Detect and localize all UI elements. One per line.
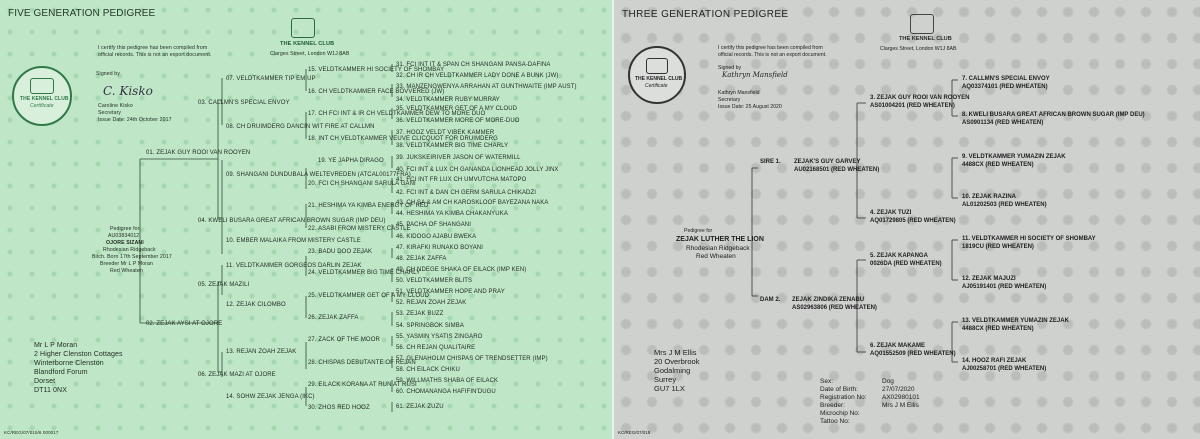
form-code: KC/REG/07/015/6 000017 [4,430,59,435]
dam-label: DAM 2. [760,297,781,303]
gen5-entry: 37. HOOZ VELDT VIBEK KAMMER [396,130,495,136]
gen4-entry: 22. ASABI FROM MISTERY CASTLE [308,226,411,232]
signer-role: Secretary [718,97,741,103]
gen2-entry: 05. ZEJAK MAZILI [198,282,250,288]
signer-name: Kathryn Mansfield [718,90,760,96]
gen5-entry: 52. REJAN ZOAH ZEJAK [396,300,467,306]
gen3-name: 12. ZEJAK MAJUZI [962,276,1016,282]
gen3-reg: 1819CU (RED WHEATEN) [962,244,1034,250]
subject-colour: Red Wheaten [696,253,736,260]
subject-name: ZEJAK LUTHER THE LION [676,236,764,243]
certify-line-1: I certify this pedigree has been compiled from [98,45,208,51]
owner-line: 2 Higher Clenston Cottages [34,351,123,358]
gen2-name: 6. ZEJAK MAKAME [870,343,926,349]
gen3-entry: 07. VELDTKAMMER TIP EM UP [226,76,316,82]
seal-crest-icon [646,58,668,74]
gen5-entry: 54. SPRINGBOK SIMBA [396,323,464,329]
signer-role: Secretary [98,110,122,116]
dam-reg: AS02963806 (RED WHEATEN) [792,305,877,311]
seal-title: THE KENNEL CLUB [20,96,69,102]
gen5-entry: 39. JUKSKEIRIVER JASON OF WATERMILL [396,155,521,161]
gen5-entry: 31. FCI INT IT & SPAN CH SHANGANI PANSA-DAFINA [396,62,551,68]
owner-line: DT11 0NX [34,387,67,394]
sire-entry: 01. ZEJAK GUY ROOI VAN ROOYEN [146,150,251,156]
detail-value: 27/07/2020 [882,386,915,393]
gen3-reg: 4488CX (RED WHEATEN) [962,162,1034,168]
seal-title: THE KENNEL CLUB [635,76,683,82]
three-generation-certificate [614,0,1200,439]
subject-line: AU03834012 [108,233,140,239]
signature: C. Kisko [103,84,153,98]
gen5-entry: 58. CH EILACK CHIKU [396,367,460,373]
gen2-name: 4. ZEJAK TUZI [870,210,912,216]
gen3-reg: AJ00258701 (RED WHEATEN) [962,366,1047,372]
gen5-entry: 50. VELDTKAMMER BLITS [396,278,473,284]
certify-line-2: official records. This is not an export document. [98,52,212,58]
gen4-entry: 28. CHISPAS DEBUTANTE OF REJAN [308,360,416,366]
gen5-entry: 36. VELDTKAMMER MORE OF MORE-DUO [396,118,520,124]
gen5-entry: 38. VELDTKAMMER BIG TIME CHARLY [396,143,509,149]
detail-label: Sex: [820,378,834,385]
subject-line: Pedigree for [110,226,140,232]
gen3-name: 14. HOOZ RAFI ZEJAK [962,358,1027,364]
subject-line: Rhodesian Ridgeback [103,247,156,253]
certify-line-2: official records. This is not an export document. [718,52,827,58]
seal-subtitle: Certificate [30,103,54,109]
detail-value: AX02980101 [882,394,920,401]
gen4-entry: 29. EILACK KORANA AT RUN AT RUSI [308,382,417,388]
owner-line: GU7 1LX [654,384,685,393]
dam-entry: 02. ZEJAK AYSI AT OJORE [146,321,223,327]
gen4-entry: 23. BADU DOO ZEJAK [308,249,373,255]
gen5-entry: 56. CH REJAN QUALITAIRE [396,345,476,351]
gen3-name: 9. VELDTKAMMER YUMAZIN ZEJAK [962,154,1066,160]
gen5-entry: 45. PACHA OF SHANGANI [396,222,472,228]
form-code: KC/REG/07/018 [618,430,651,435]
owner-line: Winterborne Clenston [34,360,104,367]
gen3-entry: 10. EMBER MALAIKA FROM MISTERY CASTLE [226,238,361,244]
gen3-reg: AS0901134 (RED WHEATEN) [962,120,1044,126]
gen5-entry: 48. ZEJAK ZAFFA [396,256,447,262]
gen5-entry: 33. MANZENGWENYA ARRAHAN AT GUNTHWAITE (IMP AUST) [396,84,577,90]
gen2-name: 5. ZEJAK KAPANGA [870,253,928,259]
kennel-club-address: Clarges Street, London W1J 8AB [270,51,350,57]
kennel-club-seal [12,66,72,126]
kennel-club-seal [628,46,686,104]
gen5-entry: 34. VELDTKAMMER RUBY MURRAY [396,97,500,103]
detail-label: Microchip No: [820,410,860,417]
gen2-name: 3. ZEJAK GUY ROOI VAN ROOYEN [870,95,970,101]
subject-breed: Rhodesian Ridgeback [686,245,750,252]
kennel-club-name: THE KENNEL CLUB [280,41,335,47]
kennel-club-address: Clarges Street, London W1J 8AB [880,46,957,52]
signature: Kathryn Mansfield [722,71,788,79]
gen2-entry: 06. ZEJAK MAZI AT OJORE [198,372,276,378]
gen3-entry: 14. SOHW ZEJAK JENGA (IKC) [226,394,315,400]
owner-line: Godalming [654,366,691,375]
page-title: THREE GENERATION PEDIGREE [622,9,789,20]
gen5-entry: 59. WILLMATHS SHABA OF EILACK [396,378,499,384]
gen5-entry: 32. CH IR CH VELDTKAMMER LADY DONE A BUNK (JW) [396,73,559,79]
detail-value: Mrs J M Ellis [882,402,919,409]
kennel-club-crest-icon [910,14,934,34]
issue-date: Issue Date: 25 August 2020 [718,104,782,110]
gen5-entry: 41. FCI INT FR LUX CH UMVUTCHA MATOPO [396,177,527,183]
gen5-entry: 35. VELDTKAMMER GET OF A MY CLOUD [396,106,518,112]
detail-label: Date of Birth: [820,386,858,393]
gen3-entry: 13. REJAN ZOAH ZEJAK [226,349,297,355]
gen4-entry: 17. CH FCI INT & IR CH VELDTKAMMER DEW TO MORE DUO [308,111,486,117]
detail-label: Breeder: [820,402,845,409]
subject-line: Pedigree for [684,228,713,234]
gen3-reg: AJ05191401 (RED WHEATEN) [962,284,1047,290]
gen4-entry: 18. INT CH VELDTKAMMER VEUVE CLICQUOT FOR DRUIMDERG [308,136,498,142]
gen3-entry: 08. CH DRUIMDERG DANCIN WIT FIRE AT CALLMN [226,124,375,130]
gen3-name: 11. VELDTKAMMER HI SOCIETY OF SHOMBAY [962,236,1096,242]
certify-line-1: I certify this pedigree has been compiled from [718,45,823,51]
gen3-reg: AL01202503 (RED WHEATEN) [962,202,1047,208]
gen4-entry: 25. VELDTKAMMER GET OF A MY CLOUD [308,293,430,299]
sire-reg: AU02168501 (RED WHEATEN) [794,167,880,173]
gen4-entry: 21. HESHIMA YA KIMBA ENERGY OF RED [308,203,429,209]
gen4-entry: 20. FCI CH SHANGANI SARULA GANI [308,181,416,187]
gen5-entry: 44. HESHIMA YA KIMBA CHAKANYUKA [396,211,508,217]
owner-line: Mrs J M Ellis [654,348,697,357]
gen5-entry: 60. CHOMANANGA HAFIFIN'DUGU [396,389,496,395]
gen4-entry: 16. CH VELDTKAMMER FACE BOVVERED (JW) [308,89,445,95]
owner-line: Blandford Forum [34,369,88,376]
gen3-name: 8. KWELI BUSARA GREAT AFRICAN BROWN SUGAR (IMP DEU) [962,112,1145,118]
gen2-reg: AS01004201 (RED WHEATEN) [870,103,955,109]
gen3-reg: 4488CX (RED WHEATEN) [962,326,1034,332]
signed-by-label: Signed by [96,71,120,77]
kennel-club-crest-icon [291,18,315,38]
gen3-name: 13. VELDTKAMMER YUMAZIN ZEJAK [962,318,1069,324]
gen4-entry: 26. ZEJAK ZAFFA [308,315,359,321]
gen5-entry: 61. ZEJAK ZUZU [396,404,444,410]
subject-line: Red Wheaten [110,268,143,274]
signed-by-label: Signed by [718,65,742,71]
gen2-entry: 03. CALLMN'S SPECIAL ENVOY [198,100,290,106]
gen5-entry: 47. KIRAFKI RUNAKO BOYANI [396,245,484,251]
detail-value: Dog [882,378,894,385]
gen4-entry: 24. VELDTKAMMER BIG TIME CHARLY [308,270,421,276]
sire-label: SIRE 1. [760,159,781,165]
gen2-entry: 04. KWELI BUSARA GREAT AFRICAN BROWN SUGAR (IMP DEU) [198,218,386,224]
owner-line: 20 Overbrook [654,357,700,366]
gen3-entry: 09. SHANGANI DUNDUBALA WELTEVREDEN (ATCAL00177FRA) [226,172,411,178]
owner-line: Surrey [654,375,677,384]
gen3-entry: 12. ZEJAK CILOMBO [226,302,286,308]
gen4-entry: 15. VELDTKAMMER HI SOCIETY OF SHOMBAY [308,67,445,73]
seal-subtitle: Certificate [645,83,668,89]
gen3-name: 7. CALLMN'S SPECIAL ENVOY [962,76,1050,82]
gen5-entry: 46. KIDOGO AJABU BWEKA [396,234,477,240]
gen5-entry: 42. FCI INT & DAN CH GERM SARULA CHIKADZI [396,190,537,196]
owner-line: Mr L P Moran [34,342,78,349]
gen3-entry: 11. VELDTKAMMER GORGEOS DARLIN ZEJAK [226,263,362,269]
gen5-entry: 53. ZEJAK BUZZ [396,311,444,317]
detail-label: Tattoo No: [820,418,850,425]
gen5-entry: 51. VELDTKAMMER HOPE AND PRAY [396,289,505,295]
gen5-entry: 49. CH NDEGE SHAKA OF EILACK (IMP KEN) [396,267,527,273]
gen4-entry: 27. ZACK OF THE MOOR [308,337,380,343]
page-title: FIVE GENERATION PEDIGREE [8,8,156,19]
kennel-club-name: THE KENNEL CLUB [899,36,952,42]
dam-name: ZEJAK ZINDIKA ZENABU [792,297,865,303]
issue-date: Issue Date: 24th October 2017 [98,117,172,123]
gen4-entry: 19. YE JAPHA DIRAGO [318,158,384,164]
gen2-reg: 0026DA (RED WHEATEN) [870,261,942,267]
gen3-name: 10. ZEJAK RAZINA [962,194,1017,200]
gen5-entry: 40. FCI INT & LUX CH GANANDA LIONHEAD JOLLY JINX [396,167,559,173]
gen5-entry: 43. CH SA & AM CH KAROSKLOOF BAYEZANA NAKA [396,200,549,206]
gen4-entry: 30. ZHOS RED HOOZ [308,405,370,411]
gen2-reg: AQ01552509 (RED WHEATEN) [870,351,956,357]
detail-label: Registration No: [820,394,867,401]
seal-crest-icon [30,78,54,94]
subject-line: Bitch. Born 17th September 2017 [92,254,172,260]
subject-line: Breeder Mr L P Moran [100,261,154,267]
gen3-reg: AQ03374101 (RED WHEATEN) [962,84,1048,90]
subject-name: OJORE SIZANI [106,240,144,246]
signer-name: Caroline Kisko [98,103,133,109]
gen5-entry: 55. YASMIN YSATIS ZINGARO [396,334,483,340]
gen5-entry: 57. GLENAHOLM CHISPAS OF TRENDSETTER (IMP) [396,356,548,362]
gen2-reg: AQ01729805 (RED WHEATEN) [870,218,956,224]
owner-line: Dorset [34,378,56,385]
sire-name: ZEJAK'S GUY GARVEY [794,159,861,165]
